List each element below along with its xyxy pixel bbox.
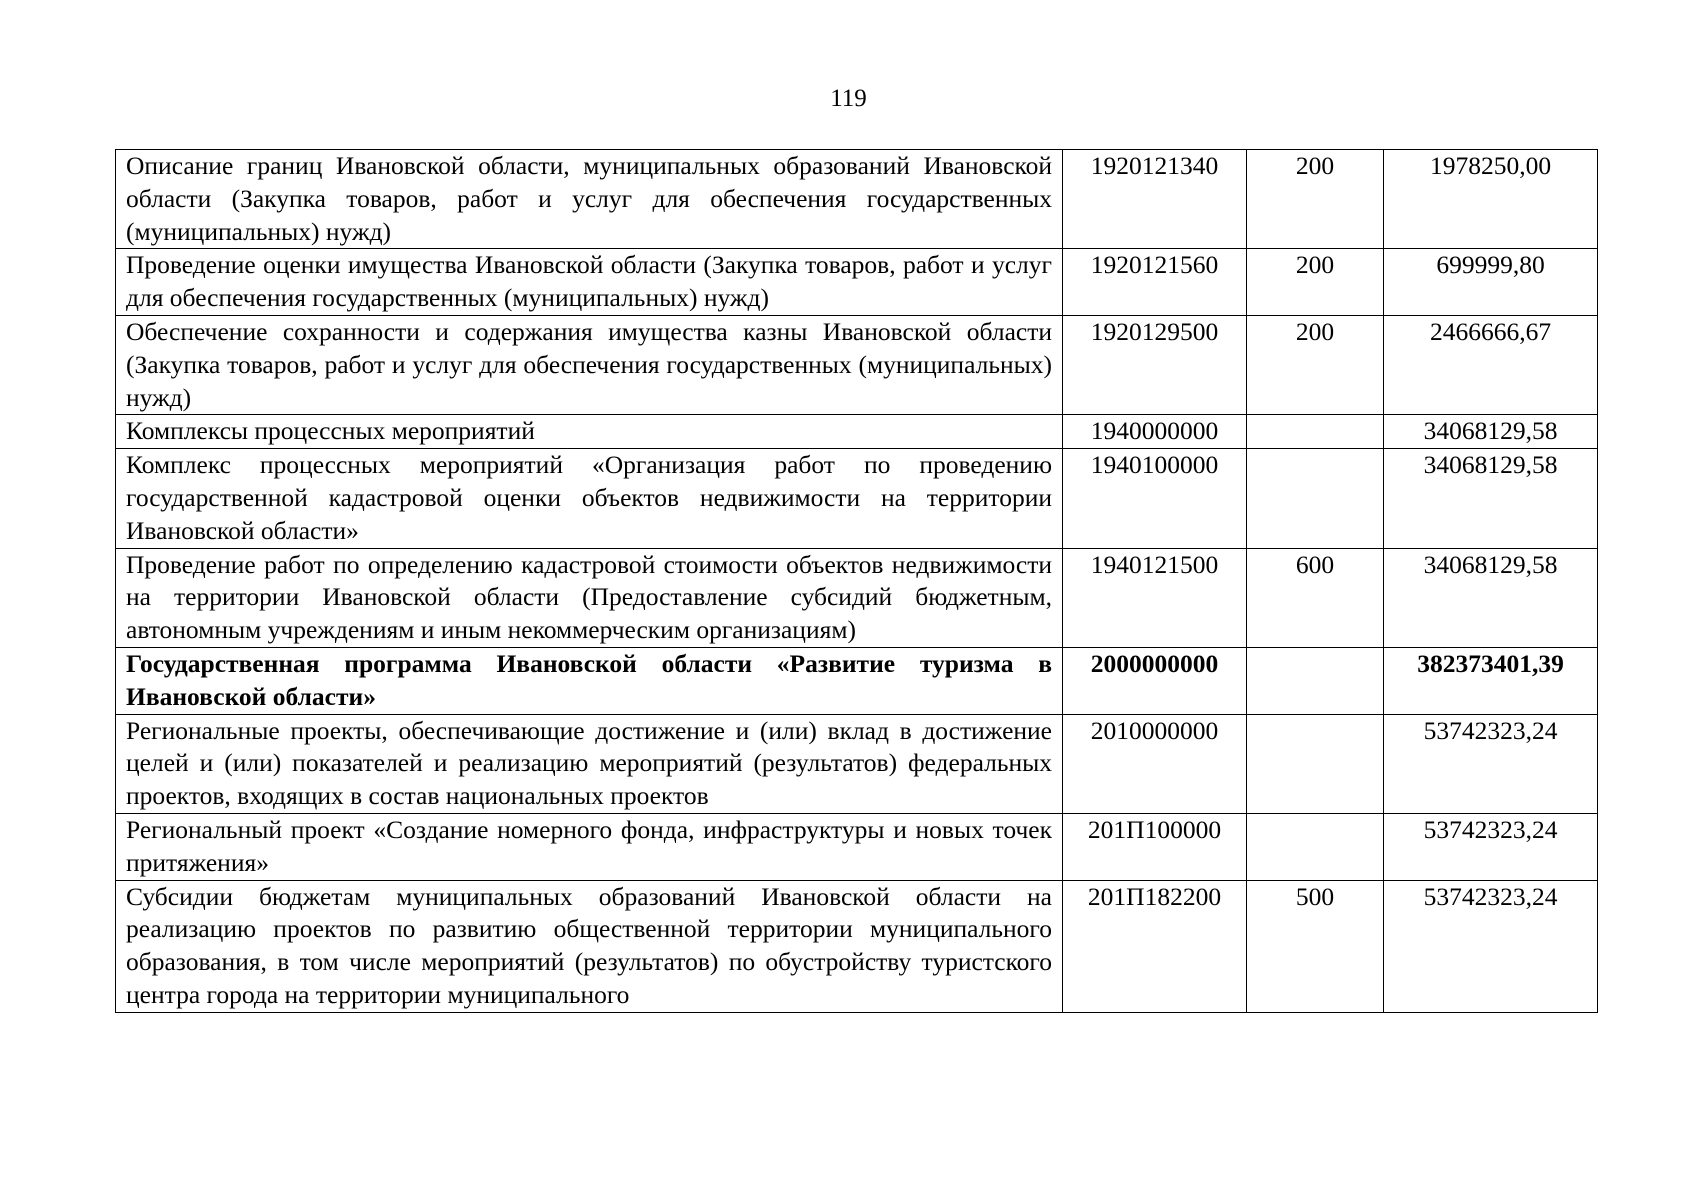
row-description: Государственная программа Ивановской области «Развитие туризма в Ивановской области» [116,647,1063,714]
row-target-code: 201П100000 [1063,813,1247,880]
row-description: Комплексы процессных мероприятий [116,415,1063,449]
row-target-code: 1940000000 [1063,415,1247,449]
program-row [116,647,1598,714]
row-amount: 1978250,00 [1384,150,1598,249]
row-expense-type [1247,813,1384,880]
page-number: 119 [830,85,867,112]
row-amount: 53742323,24 [1384,880,1598,1012]
table-row [116,449,1598,548]
row-description: Региональные проекты, обеспечивающие достижение и (или) вклад в достижение целей и (или) показателей и реализацию мероприятий (результатов) федеральных проектов, входящих в состав национальных проектов [116,714,1063,813]
row-expense-type: 600 [1247,548,1384,647]
row-target-code: 1940121500 [1063,548,1247,647]
row-amount: 2466666,67 [1384,315,1598,414]
row-description: Описание границ Ивановской области, муниципальных образований Ивановской области (Закупка товаров, работ и услуг для обеспечения государственных (муниципальных) нужд) [116,150,1063,249]
row-description: Региональный проект «Создание номерного фонда, инфраструктуры и новых точек притяжения» [116,813,1063,880]
row-amount: 53742323,24 [1384,714,1598,813]
row-expense-type: 200 [1247,150,1384,249]
row-expense-type [1247,415,1384,449]
row-amount: 34068129,58 [1384,415,1598,449]
row-target-code: 201П182200 [1063,880,1247,1012]
row-description: Субсидии бюджетам муниципальных образований Ивановской области на реализацию проектов по развитию общественной территории муниципального образования, в том числе мероприятий (результатов) по обустройству туристского центра города на территории муниципального [116,880,1063,1012]
row-amount: 53742323,24 [1384,813,1598,880]
row-amount: 34068129,58 [1384,548,1598,647]
table-row [116,415,1598,449]
row-expense-type: 200 [1247,249,1384,316]
row-amount: 382373401,39 [1384,647,1598,714]
table-row [116,813,1598,880]
row-amount: 34068129,58 [1384,449,1598,548]
table-row [116,880,1598,1012]
table-row [116,150,1598,249]
row-description: Комплекс процессных мероприятий «Организация работ по проведению государственной кадастровой оценки объектов недвижимости на территории Ивановской области» [116,449,1063,548]
row-description: Проведение работ по определению кадастровой стоимости объектов недвижимости на территории Ивановской области (Предоставление субсидий бюджетным, автономным учреждениям и иным некоммерческим организациям) [116,548,1063,647]
row-description: Обеспечение сохранности и содержания имущества казны Ивановской области (Закупка товаров, работ и услуг для обеспечения государственных (муниципальных) нужд) [116,315,1063,414]
row-expense-type [1247,647,1384,714]
table-row [116,714,1598,813]
table-row [116,548,1598,647]
row-amount: 699999,80 [1384,249,1598,316]
table-row [116,249,1598,316]
row-target-code: 1920129500 [1063,315,1247,414]
row-target-code: 1940100000 [1063,449,1247,548]
row-expense-type [1247,714,1384,813]
budget-table [115,149,1598,1013]
row-target-code: 1920121560 [1063,249,1247,316]
row-expense-type: 500 [1247,880,1384,1012]
row-expense-type [1247,449,1384,548]
row-target-code: 2000000000 [1063,647,1247,714]
row-description: Проведение оценки имущества Ивановской области (Закупка товаров, работ и услуг для обеспечения государственных (муниципальных) нужд) [116,249,1063,316]
row-target-code: 1920121340 [1063,150,1247,249]
row-target-code: 2010000000 [1063,714,1247,813]
row-expense-type: 200 [1247,315,1384,414]
table-row [116,315,1598,414]
